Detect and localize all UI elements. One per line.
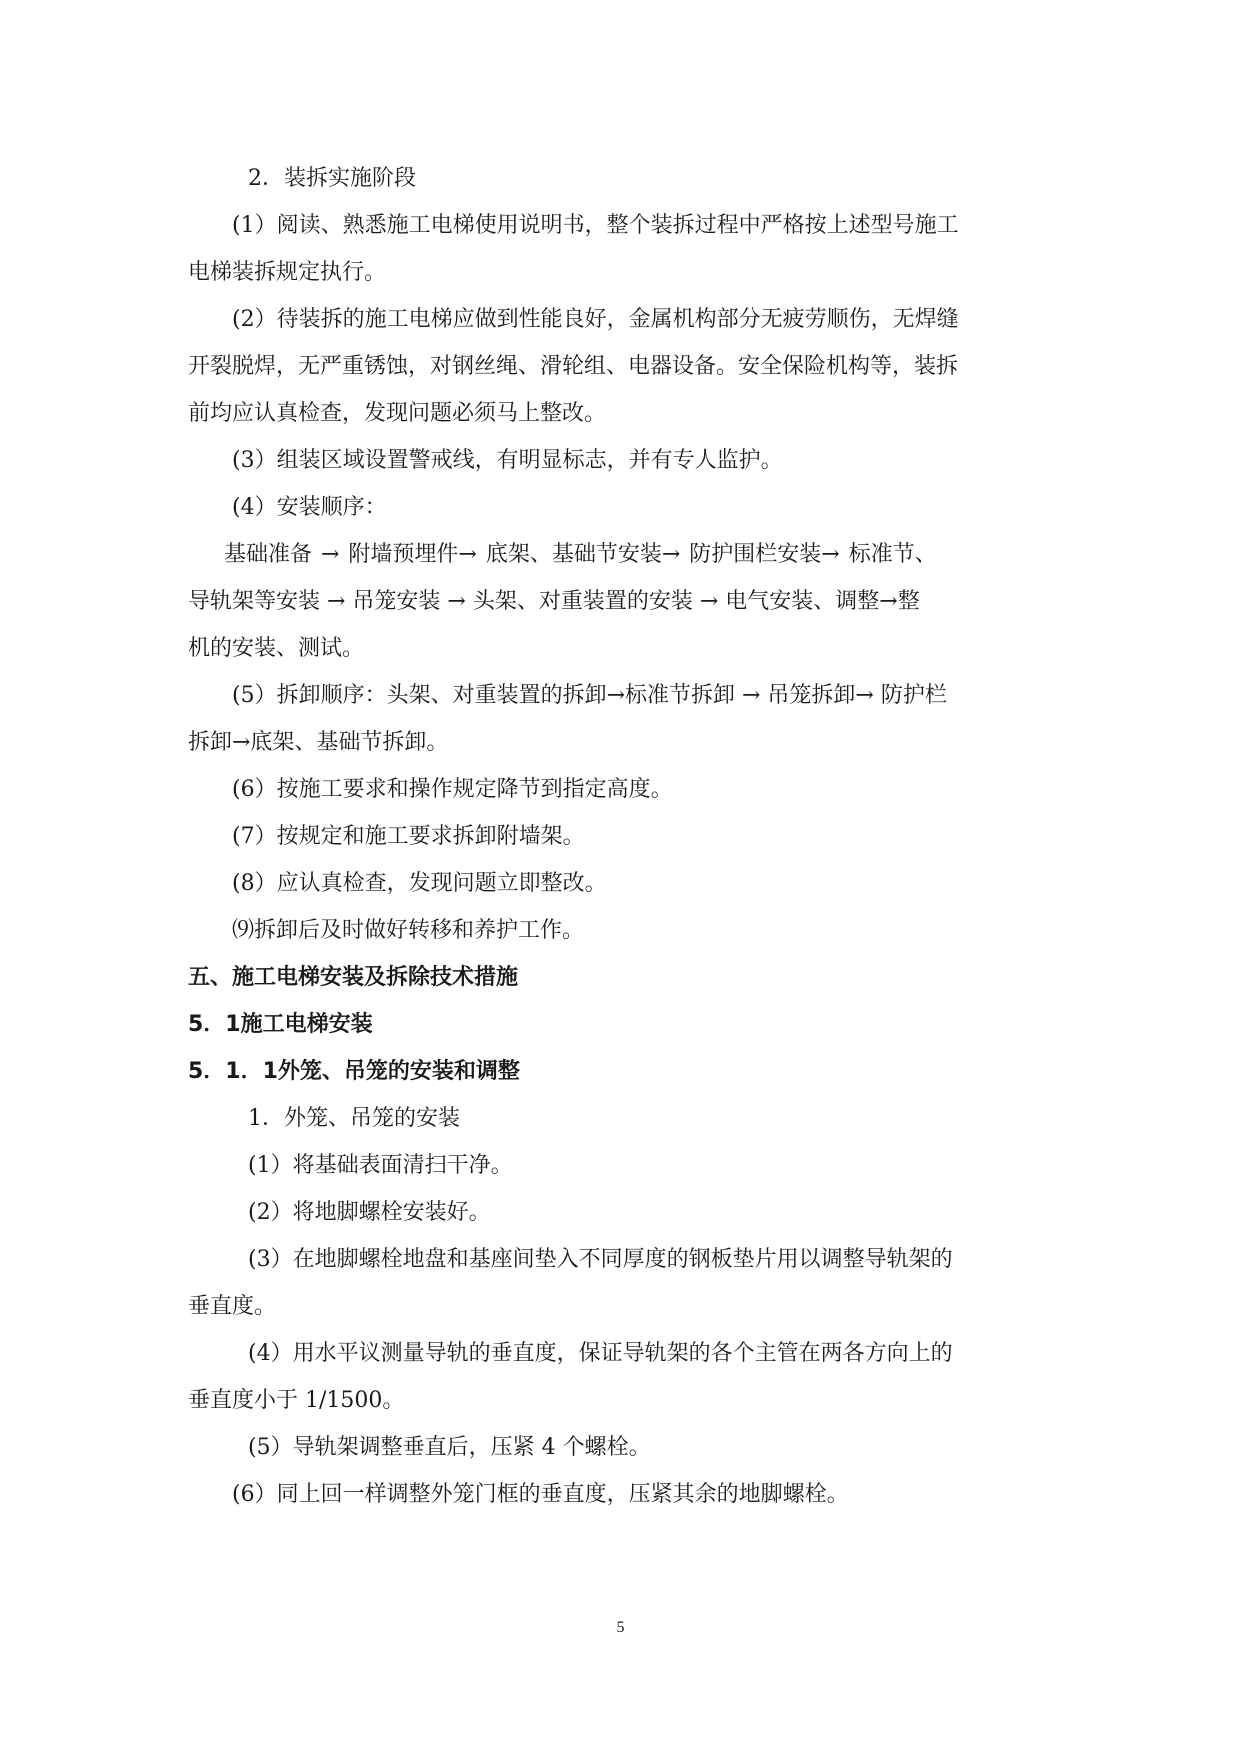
paragraph-line: ⑼拆卸后及时做好转移和养护工作。 bbox=[232, 918, 585, 943]
paragraph-line: (1）将基础表面清扫干净。 bbox=[248, 1153, 513, 1178]
paragraph-line: 前均应认真检查，发现问题必须马上整改。 bbox=[188, 401, 607, 426]
paragraph-line: (1）阅读、熟悉施工电梯使用说明书，整个装拆过程中严格按上述型号施工 bbox=[232, 213, 959, 238]
paragraph-line: (3）组装区域设置警戒线，有明显标志，并有专人监护。 bbox=[232, 448, 783, 473]
paragraph-line: (6）按施工要求和操作规定降节到指定高度。 bbox=[232, 777, 673, 802]
paragraph-line: (7）按规定和施工要求拆卸附墙架。 bbox=[232, 824, 585, 849]
paragraph-line: 垂直度小于 1/1500。 bbox=[188, 1388, 405, 1413]
install-sequence-line: 导轨架等安装 → 吊笼安装 → 头架、对重装置的安装 → 电气安装、调整→整 bbox=[188, 589, 920, 614]
subsection-heading: 5．1施工电梯安装 bbox=[188, 1012, 373, 1037]
section-heading: 五、施工电梯安装及拆除技术措施 bbox=[188, 965, 519, 990]
subsubsection-heading: 5．1．1外笼、吊笼的安装和调整 bbox=[188, 1059, 520, 1084]
page-number: 5 bbox=[616, 1619, 625, 1636]
paragraph-line: 拆卸→底架、基础节拆卸。 bbox=[188, 730, 449, 755]
section-title: 2．装拆实施阶段 bbox=[248, 166, 416, 191]
paragraph-line: (5）导轨架调整垂直后，压紧 4 个螺栓。 bbox=[248, 1435, 651, 1460]
paragraph-line: (4）安装顺序： bbox=[232, 495, 387, 520]
paragraph-line: (2）待装拆的施工电梯应做到性能良好，金属机构部分无疲劳顺伤，无焊缝 bbox=[232, 307, 959, 332]
paragraph-line: (8）应认真检查，发现问题立即整改。 bbox=[232, 871, 607, 896]
paragraph-line: (4）用水平议测量导轨的垂直度，保证导轨架的各个主管在两各方向上的 bbox=[248, 1341, 953, 1366]
paragraph-line: (5）拆卸顺序：头架、对重装置的拆卸→标准节拆卸 → 吊笼拆卸→ 防护栏 bbox=[232, 683, 947, 708]
paragraph-line: (3）在地脚螺栓地盘和基座间垫入不同厚度的钢板垫片用以调整导轨架的 bbox=[248, 1247, 953, 1272]
install-sequence-line: 基础准备 → 附墙预埋件→ 底架、基础节安装→ 防护围栏安装→ 标准节、 bbox=[224, 542, 937, 567]
paragraph-line: 电梯装拆规定执行。 bbox=[188, 260, 387, 285]
paragraph-line: (2）将地脚螺栓安装好。 bbox=[248, 1200, 491, 1225]
paragraph-line: 开裂脱焊，无严重锈蚀，对钢丝绳、滑轮组、电器设备。安全保险机构等，装拆 bbox=[188, 354, 959, 379]
paragraph-line: 垂直度。 bbox=[188, 1294, 277, 1319]
paragraph-line: (6）同上回一样调整外笼门框的垂直度，压紧其余的地脚螺栓。 bbox=[232, 1482, 849, 1507]
install-sequence-line: 机的安装、测试。 bbox=[188, 636, 365, 661]
section-title: 1．外笼、吊笼的安装 bbox=[248, 1106, 460, 1131]
page-body bbox=[188, 155, 1058, 1518]
